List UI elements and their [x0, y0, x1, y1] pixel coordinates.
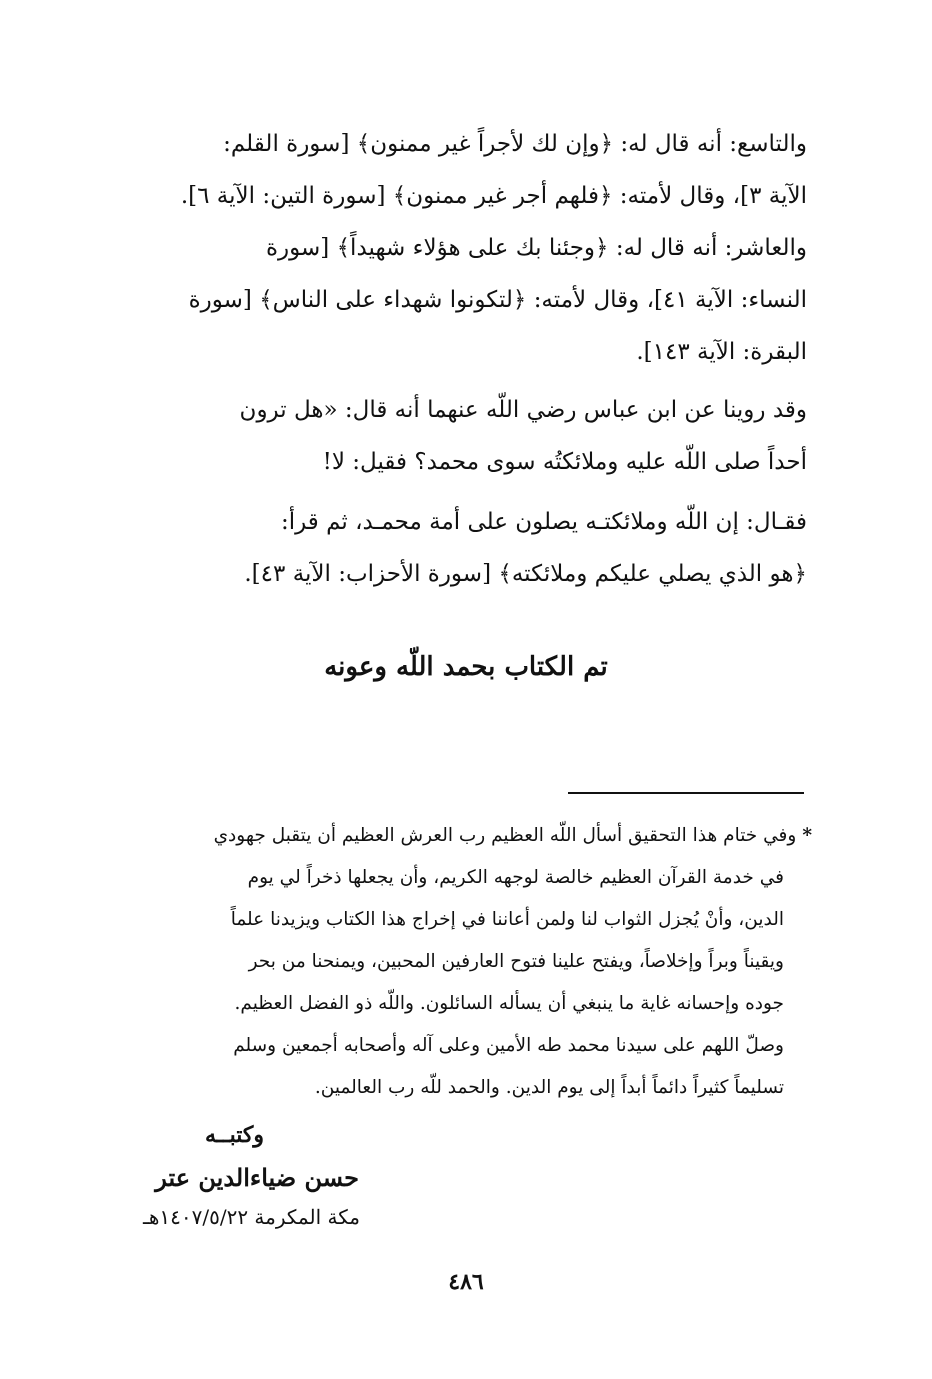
text-line: النساء: الآية ٤١]، وقال لأمته: ﴿لتكونوا شهداء على الناس﴾ [سورة — [188, 287, 807, 313]
footnote-line: في خدمة القرآن العظيم خالصة لوجهه الكريم، وأن يجعلها ذخراً لي يوم — [247, 867, 784, 888]
text-line: أحداً صلى اللّه عليه وملائكتُه سوى محمد؟ فقيل: لا! — [322, 449, 807, 475]
footnote-text: وفي ختام هذا التحقيق أسأل اللّه العظيم رب العرش العظيم أن يتقبل جهودي — [213, 825, 797, 846]
footnote-line: تسليماً كثيراً دائماً أبداً إلى يوم الدين. والحمد للّه رب العالمين. — [314, 1077, 784, 1098]
text-line: والتاسع: أنه قال له: ﴿وإن لك لأجراً غير ممنون﴾ [سورة القلم: — [223, 131, 807, 157]
footnote-line: الدين، وأنْ يُجزل الثواب لنا ولمن أعاننا في إخراج هذا الكتاب ويزيدنا علماً — [230, 909, 784, 930]
signature-place-date: مكة المكرمة ١٤٠٧/٥/٢٢هـ — [142, 1205, 360, 1229]
paragraph-ninth — [107, 118, 807, 222]
text-line: الآية ٣]، وقال لأمته: ﴿فلهم أجر غير ممنون﴾ [سورة التين: الآية ٦]. — [180, 183, 807, 209]
signature-name: حسن ضياءالدين عتر — [155, 1163, 359, 1192]
closing-heading: تم الكتاب بحمد اللّه وعونه — [324, 652, 608, 682]
paragraph-tenth — [107, 222, 807, 378]
footnote-line: ويقيناً وبراً وإخلاصاً، ويفتح علينا فتوح العارفين المحبين، ويمنحنا من بحر — [248, 951, 784, 972]
signature-wrote: وكتبــه — [204, 1122, 264, 1148]
text-line: فقـال: إن اللّه وملائكتـه يصلون على أمة محمـد، ثم قرأ: — [280, 509, 807, 535]
footnote-line: جوده وإحسانه غاية ما ينبغي أن يسأله السائلون. واللّه ذو الفضل العظيم. — [234, 993, 784, 1014]
paragraph-reply — [107, 496, 807, 600]
text-line: وقد روينا عن ابن عباس رضي اللّه عنهما أنه قال: «هل ترون — [239, 397, 807, 423]
asterisk-icon: * — [802, 825, 812, 846]
paragraph-ibn-abbas — [107, 384, 807, 488]
footnote-divider — [568, 792, 804, 794]
footnote — [104, 815, 812, 1109]
page-number: ٤٨٦ — [448, 1269, 484, 1295]
text-line: ﴿هو الذي يصلي عليكم وملائكته﴾ [سورة الأحزاب: الآية ٤٣]. — [244, 561, 807, 587]
text-line: البقرة: الآية ١٤٣]. — [636, 339, 807, 365]
footnote-line: وصلّ اللهم على سيدنا محمد طه الأمين وعلى آله وأصحابه أجمعين وسلم — [233, 1035, 784, 1056]
text-line: والعاشر: أنه قال له: ﴿وجئنا بك على هؤلاء شهيداً﴾ [سورة — [265, 235, 807, 261]
footnote-line — [104, 815, 812, 857]
